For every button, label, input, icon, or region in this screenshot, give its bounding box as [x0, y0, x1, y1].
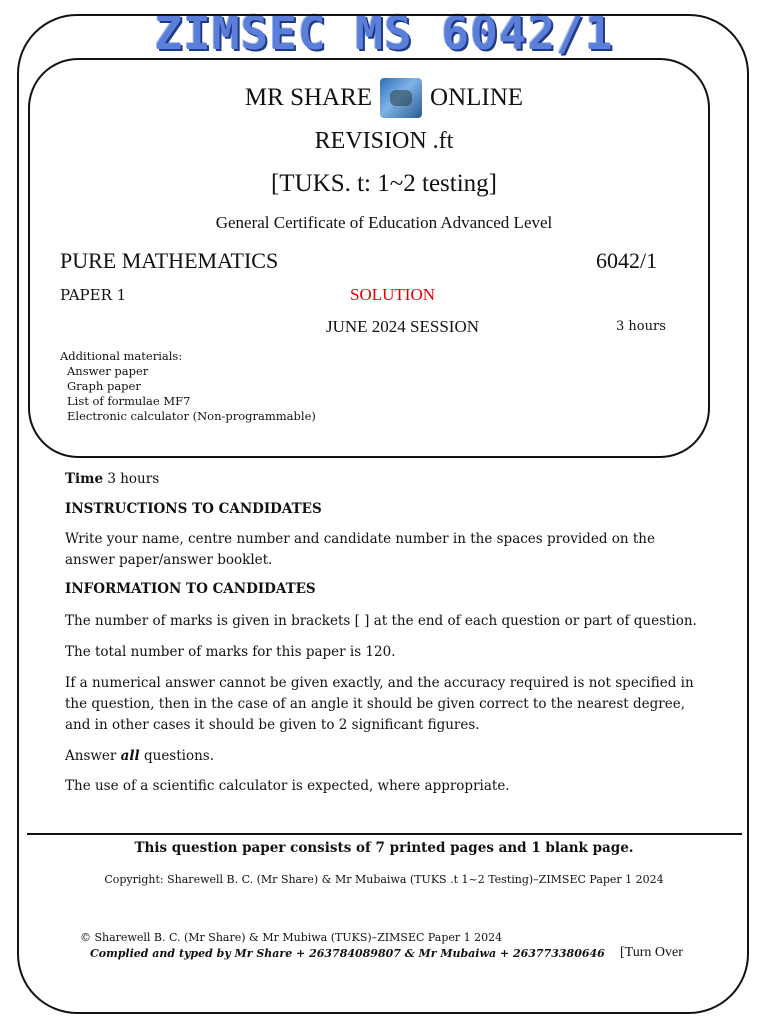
copyright-line: Copyright: Sharewell B. C. (Mr Share) & Mr Mubaiwa (TUKS .t 1~2 Testing)–ZIMSEC Paper 1 2024 [104, 873, 664, 886]
instructions-text: Write your name, centre number and candidate number in the spaces provided on the answer paper/answer booklet. [65, 531, 655, 568]
materials-title: Additional materials: [60, 349, 183, 363]
paper-number: PAPER 1 [60, 286, 127, 304]
materials-item: List of formulae MF7 [67, 394, 191, 408]
divider [27, 833, 742, 835]
paper-code: 6042/1 [596, 248, 658, 273]
page-count-note: This question paper consists of 7 printed pages and 1 blank page. [134, 840, 634, 856]
brand-row [0, 78, 768, 118]
subject-title: PURE MATHEMATICS [60, 248, 279, 273]
answer-line [65, 746, 705, 767]
additional-materials [60, 349, 316, 424]
testing-title: [TUKS. t: 1~2 testing] [270, 170, 497, 197]
materials-item: Answer paper [67, 364, 149, 378]
certificate-title: General Certificate of Education Advanced Level [215, 213, 553, 232]
instructions-heading: INSTRUCTIONS TO CANDIDATES [65, 501, 322, 517]
revision-title: REVISION .ft [314, 128, 454, 154]
compiled-by: Complied and typed by Mr Share + 263784089807 & Mr Mubaiwa + 263773380646 [90, 947, 605, 960]
time-value: 3 hours [103, 471, 160, 487]
info-marks-brackets: The number of marks is given in brackets [ ] at the end of each question or part of question. [65, 613, 697, 629]
information-heading: INFORMATION TO CANDIDATES [65, 581, 316, 597]
brand-right: ONLINE [430, 84, 524, 111]
answer-prefix: Answer [65, 748, 121, 764]
info-accuracy: If a numerical answer cannot be given exactly, and the accuracy required is not specified in the question, then in the case of an angle it should be given correct to the nearest degree, and in other cases it should be given to 2 significant figures. [65, 675, 694, 733]
materials-item: Graph paper [67, 379, 141, 393]
turn-over: [Turn Over [620, 945, 683, 960]
banner-title: ZIMSEC MS 6042/1 [154, 6, 614, 60]
answer-suffix: questions. [139, 748, 215, 764]
duration-label: 3 hours [616, 319, 666, 334]
calculator-note: The use of a scientific calculator is expected, where appropriate. [65, 778, 510, 794]
solution-label: SOLUTION [350, 285, 435, 304]
answer-all: all [120, 748, 140, 764]
session-label: JUNE 2024 SESSION [326, 317, 480, 336]
time-line [65, 469, 705, 490]
brand-logo-icon [380, 78, 422, 118]
brand-left: MR SHARE [244, 84, 373, 111]
copyright-short: © Sharewell B. C. (Mr Share) & Mr Mubiwa (TUKS)–ZIMSEC Paper 1 2024 [80, 931, 503, 944]
time-label: Time [65, 471, 104, 487]
materials-item: Electronic calculator (Non-programmable) [67, 409, 316, 423]
info-total-marks: The total number of marks for this paper is 120. [65, 644, 396, 660]
